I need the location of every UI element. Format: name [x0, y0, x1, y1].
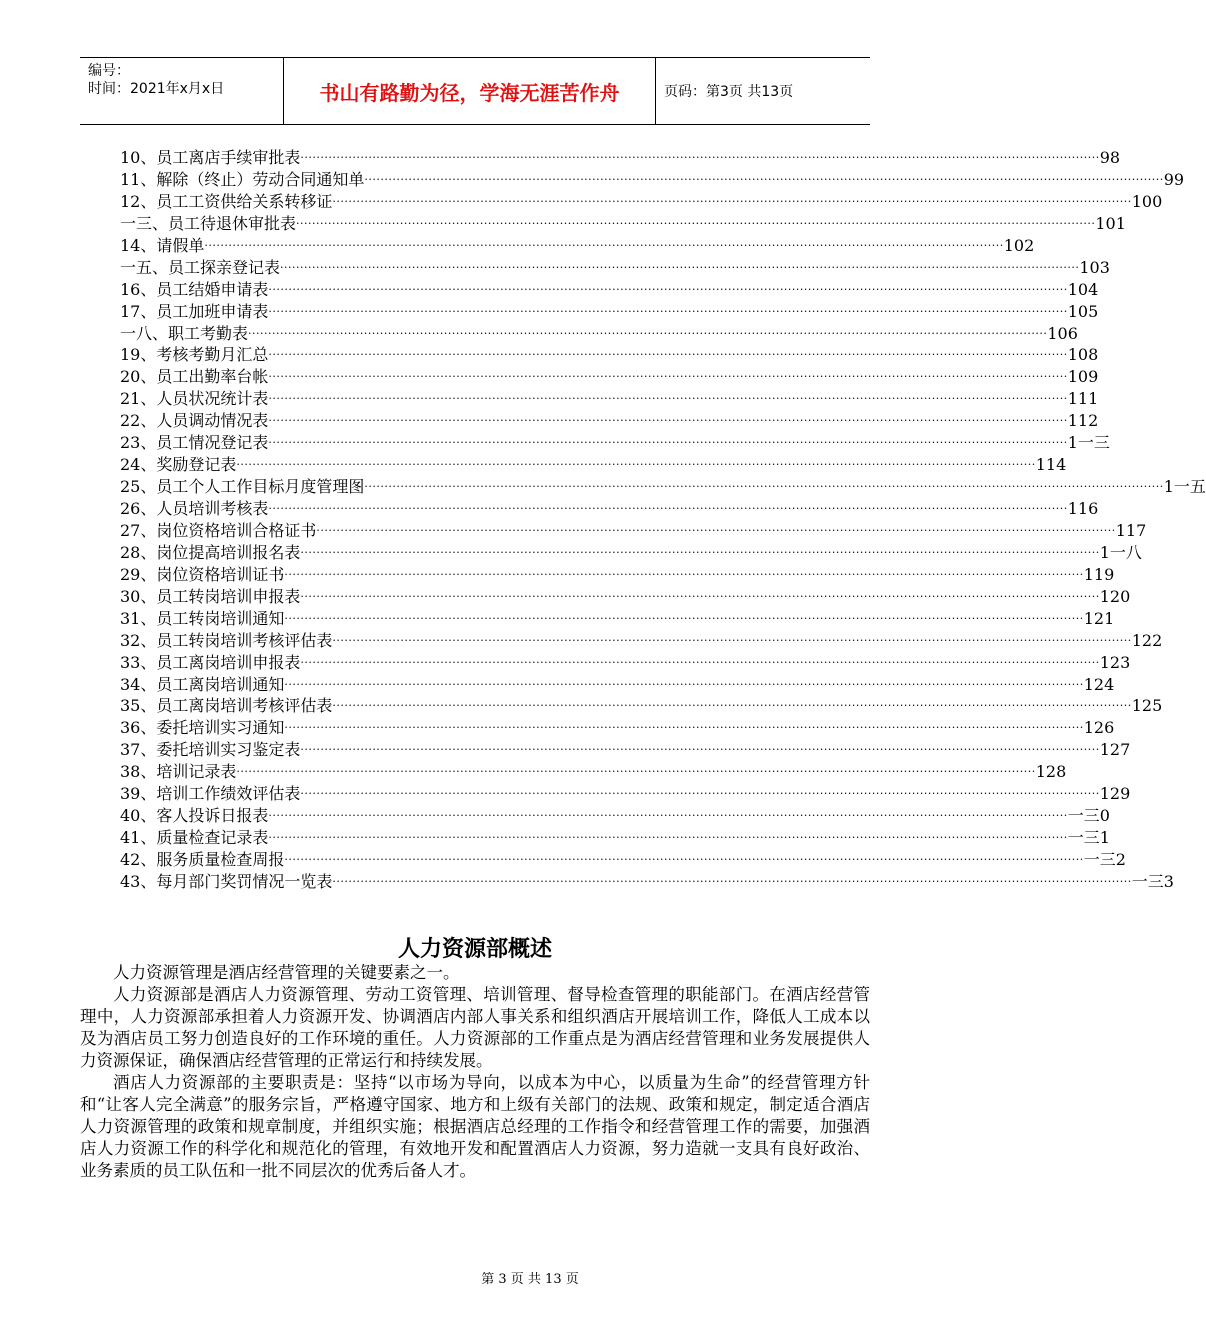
toc-entry-title: 42、服务质量检查周报 — [120, 850, 285, 869]
toc-leader-dots: ········································································································································································································ — [364, 480, 1164, 494]
toc-leader-dots: ········································································································································································································ — [268, 831, 1068, 845]
toc-entry — [120, 147, 1121, 169]
header-motto: 书山有路勤为径，学海无涯苦作舟 — [284, 58, 656, 124]
toc-entry-title: 一三、员工待退休审批表 — [120, 213, 297, 233]
toc-leader-dots: ········································································································································································································ — [296, 216, 1096, 230]
toc-entry — [120, 498, 1099, 520]
section-title: 人力资源部概述 — [397, 937, 552, 962]
toc-leader-dots: ········································································································································································································ — [268, 304, 1068, 318]
toc-entry-page: 104 — [1067, 279, 1099, 299]
toc-entry-title: 10、员工离店手续审批表 — [120, 148, 301, 167]
toc-leader-dots: ········································································································································································································ — [268, 414, 1068, 428]
toc-entry-page: 128 — [1035, 762, 1067, 782]
toc-entry-title: 34、员工离岗培训通知 — [120, 674, 285, 694]
header-page-info: 页码：第3页 共13页 — [664, 84, 794, 100]
date-label: 时间：2021年x月x日 — [88, 81, 225, 97]
toc-leader-dots: ········································································································································································································ — [268, 392, 1068, 406]
toc-entry-title: 30、员工转岗培训申报表 — [120, 586, 301, 606]
toc-entry-title: 27、岗位资格培训合格证书 — [120, 520, 317, 540]
toc-entry-title: 31、员工转岗培训通知 — [120, 608, 285, 628]
toc-leader-dots: ········································································································································································································ — [268, 282, 1068, 296]
toc-leader-dots: ········································································································································································································ — [284, 567, 1084, 581]
toc-entry — [120, 871, 1174, 893]
toc-entry — [120, 717, 1115, 739]
header-table — [80, 57, 870, 125]
page-footer: 第 3 页 共 13 页 — [481, 1272, 579, 1287]
toc-leader-dots: ········································································································································································································ — [332, 633, 1132, 647]
toc-entry — [120, 410, 1099, 432]
toc-entry — [120, 695, 1163, 717]
toc-leader-dots: ········································································································································································································ — [280, 260, 1080, 274]
toc-entry-page: 111 — [1067, 389, 1099, 409]
toc-entry-page: 126 — [1083, 718, 1115, 738]
toc-entry-title: 43、每月部门奖罚情况一览表 — [120, 871, 333, 891]
toc-entry-title: 37、委托培训实习鉴定表 — [120, 740, 301, 760]
toc-entry-page: 116 — [1067, 499, 1099, 518]
toc-entry-title: 33、员工离岗培训申报表 — [120, 652, 301, 672]
toc-entry-page: 一三1 — [1067, 828, 1110, 848]
toc-entry-title: 16、员工结婚申请表 — [120, 279, 269, 299]
toc-entry-page: 99 — [1163, 169, 1185, 189]
toc-entry — [120, 608, 1115, 630]
toc-entry — [120, 630, 1163, 652]
toc-entry — [120, 849, 1126, 871]
toc-leader-dots: ········································································································································································································ — [332, 699, 1132, 713]
toc-leader-dots: ········································································································································································································ — [268, 370, 1068, 384]
table-of-contents — [120, 147, 1206, 893]
toc-entry-title: 12、员工工资供给关系转移证 — [120, 191, 333, 211]
toc-entry-title: 36、委托培训实习通知 — [120, 718, 285, 738]
toc-leader-dots: ········································································································································································································ — [316, 523, 1116, 537]
toc-leader-dots: ········································································································································································································ — [236, 458, 1036, 472]
toc-leader-dots: ········································································································································································································ — [284, 611, 1084, 625]
toc-entry — [120, 454, 1067, 476]
toc-entry-title: 一八、职工考勤表 — [120, 323, 249, 343]
toc-entry — [120, 805, 1110, 827]
toc-entry-title: 25、员工个人工作目标月度管理图 — [120, 477, 365, 497]
toc-entry-page: 121 — [1083, 608, 1115, 628]
toc-leader-dots: ········································································································································································································ — [300, 655, 1100, 669]
toc-leader-dots: ········································································································································································································ — [284, 721, 1084, 735]
paragraph: 人力资源管理是酒店经营管理的关键要素之一。 — [113, 963, 460, 982]
toc-entry — [120, 564, 1115, 586]
toc-entry-page: 1一三 — [1067, 433, 1110, 453]
toc-entry — [120, 520, 1147, 542]
toc-entry-title: 17、员工加班申请表 — [120, 301, 269, 321]
toc-entry-title: 24、奖励登记表 — [120, 455, 237, 475]
toc-entry-page: 1一八 — [1099, 542, 1142, 562]
toc-entry-page: 120 — [1099, 586, 1131, 606]
toc-entry-page: 108 — [1067, 345, 1099, 365]
toc-entry — [120, 827, 1110, 849]
toc-leader-dots: ········································································································································································································ — [284, 677, 1084, 691]
toc-leader-dots: ········································································································································································································ — [268, 436, 1068, 450]
toc-entry-page: 一三0 — [1067, 806, 1110, 826]
toc-entry — [120, 301, 1099, 323]
toc-entry-title: 一五、员工探亲登记表 — [120, 257, 281, 277]
toc-entry-title: 20、员工出勤率台帐 — [120, 367, 269, 387]
toc-leader-dots: ········································································································································································································ — [268, 809, 1068, 823]
toc-entry-title: 29、岗位资格培训证书 — [120, 564, 285, 584]
toc-entry-title: 26、人员培训考核表 — [120, 499, 269, 518]
toc-leader-dots: ········································································································································································································ — [300, 787, 1100, 801]
toc-entry-title: 28、岗位提高培训报名表 — [120, 542, 301, 562]
toc-entry-page: 122 — [1131, 630, 1163, 650]
toc-entry-page: 127 — [1099, 740, 1131, 760]
toc-entry-page: 106 — [1047, 323, 1078, 343]
toc-leader-dots: ········································································································································································································ — [300, 151, 1100, 164]
toc-entry — [120, 761, 1067, 783]
toc-entry-page: 98 — [1099, 148, 1121, 167]
toc-entry — [120, 169, 1185, 191]
paragraph: 人力资源部是酒店人力资源管理、劳动工资管理、培训管理、督导检查管理的职能部门。在酒店经营管理中，人力资源部承担着人力资源开发、协调酒店内部人事关系和组织酒店开展培训工作，降低人工成本以及为酒店员工努力创造良好的工作环境的重任。人力资源部的工作重点是为酒店经营管理和业务发展提供人力资源保证，确保酒店经营管理的正常运行和持续发展。 — [80, 985, 870, 1070]
toc-entry-title: 11、解除（终止）劳动合同通知单 — [120, 169, 365, 189]
toc-entry-page: 1一五 — [1163, 477, 1206, 497]
toc-leader-dots: ········································································································································································································ — [364, 172, 1164, 186]
toc-leader-dots: ········································································································································································································ — [332, 194, 1132, 208]
toc-leader-dots: ········································································································································································································ — [300, 743, 1100, 757]
toc-leader-dots: ········································································································································································································ — [236, 765, 1036, 779]
toc-leader-dots: ········································································································································································································ — [284, 853, 1084, 866]
toc-leader-dots: ········································································································································································································ — [248, 326, 1048, 340]
number-label: 编号： — [88, 63, 130, 79]
toc-entry — [120, 213, 1126, 235]
toc-entry — [120, 783, 1131, 805]
section-body — [80, 962, 870, 1182]
toc-entry-page: 125 — [1131, 696, 1163, 716]
toc-entry-page: 100 — [1131, 191, 1163, 211]
toc-entry — [120, 279, 1099, 301]
toc-entry-page: 一三3 — [1131, 871, 1174, 891]
toc-entry-title: 32、员工转岗培训考核评估表 — [120, 630, 333, 650]
toc-leader-dots: ········································································································································································································ — [268, 348, 1068, 362]
header-meta — [80, 58, 284, 124]
toc-entry — [120, 476, 1206, 498]
toc-entry-title: 40、客人投诉日报表 — [120, 806, 269, 826]
toc-entry-page: 119 — [1083, 564, 1115, 584]
toc-entry-page: 101 — [1095, 213, 1126, 233]
toc-entry-title: 19、考核考勤月汇总 — [120, 345, 269, 365]
toc-entry-page: 一三2 — [1083, 850, 1126, 869]
toc-entry-title: 39、培训工作绩效评估表 — [120, 784, 301, 804]
paragraph: 酒店人力资源部的主要职责是：坚持“以市场为导向，以成本为中心，以质量为生命”的经营管理方针和“让客人完全满意”的服务宗旨，严格遵守国家、地方和上级有关部门的法规、政策和规定，制定适合酒店人力资源管理的政策和规章制度，并组织实施；根据酒店总经理的工作指令和经营管理工作的需要，加强酒店人力资源工作的科学化和规范化的管理，有效地开发和配置酒店人力资源，努力造就一支具有良好政治、业务素质的员工队伍和一批不同层次的优秀后备人才。 — [80, 1073, 870, 1180]
toc-leader-dots: ········································································································································································································ — [332, 874, 1132, 888]
toc-entry — [120, 366, 1099, 388]
toc-entry — [120, 323, 1078, 345]
toc-entry — [120, 191, 1163, 213]
toc-entry-page: 124 — [1083, 674, 1115, 694]
toc-entry-title: 14、请假单 — [120, 235, 205, 255]
toc-leader-dots: ········································································································································································································ — [268, 502, 1068, 515]
toc-entry-title: 35、员工离岗培训考核评估表 — [120, 696, 333, 716]
toc-entry-page: 129 — [1099, 784, 1131, 804]
toc-entry-title: 23、员工情况登记表 — [120, 433, 269, 453]
toc-entry-title: 22、人员调动情况表 — [120, 411, 269, 431]
toc-entry — [120, 674, 1115, 696]
toc-entry — [120, 388, 1099, 410]
toc-entry-page: 109 — [1067, 367, 1099, 387]
toc-entry-page: 114 — [1035, 455, 1067, 475]
toc-entry-title: 41、质量检查记录表 — [120, 828, 269, 848]
toc-leader-dots: ········································································································································································································ — [204, 238, 1004, 252]
toc-entry — [120, 432, 1110, 454]
toc-entry — [120, 652, 1131, 674]
toc-entry-page: 103 — [1079, 257, 1110, 277]
toc-entry-title: 38、培训记录表 — [120, 762, 237, 782]
toc-entry — [120, 739, 1131, 761]
toc-entry-page: 123 — [1099, 652, 1131, 672]
toc-entry — [120, 344, 1099, 366]
toc-entry — [120, 586, 1131, 608]
toc-entry-page: 112 — [1067, 411, 1099, 431]
toc-entry — [120, 235, 1035, 257]
toc-entry-page: 117 — [1115, 520, 1147, 540]
toc-leader-dots: ········································································································································································································ — [300, 589, 1100, 603]
toc-entry-page: 105 — [1067, 301, 1099, 321]
toc-entry — [120, 542, 1142, 564]
toc-entry-title: 21、人员状况统计表 — [120, 389, 269, 409]
toc-entry-page: 102 — [1003, 235, 1035, 255]
toc-entry — [120, 257, 1110, 279]
toc-leader-dots: ········································································································································································································ — [300, 545, 1100, 559]
